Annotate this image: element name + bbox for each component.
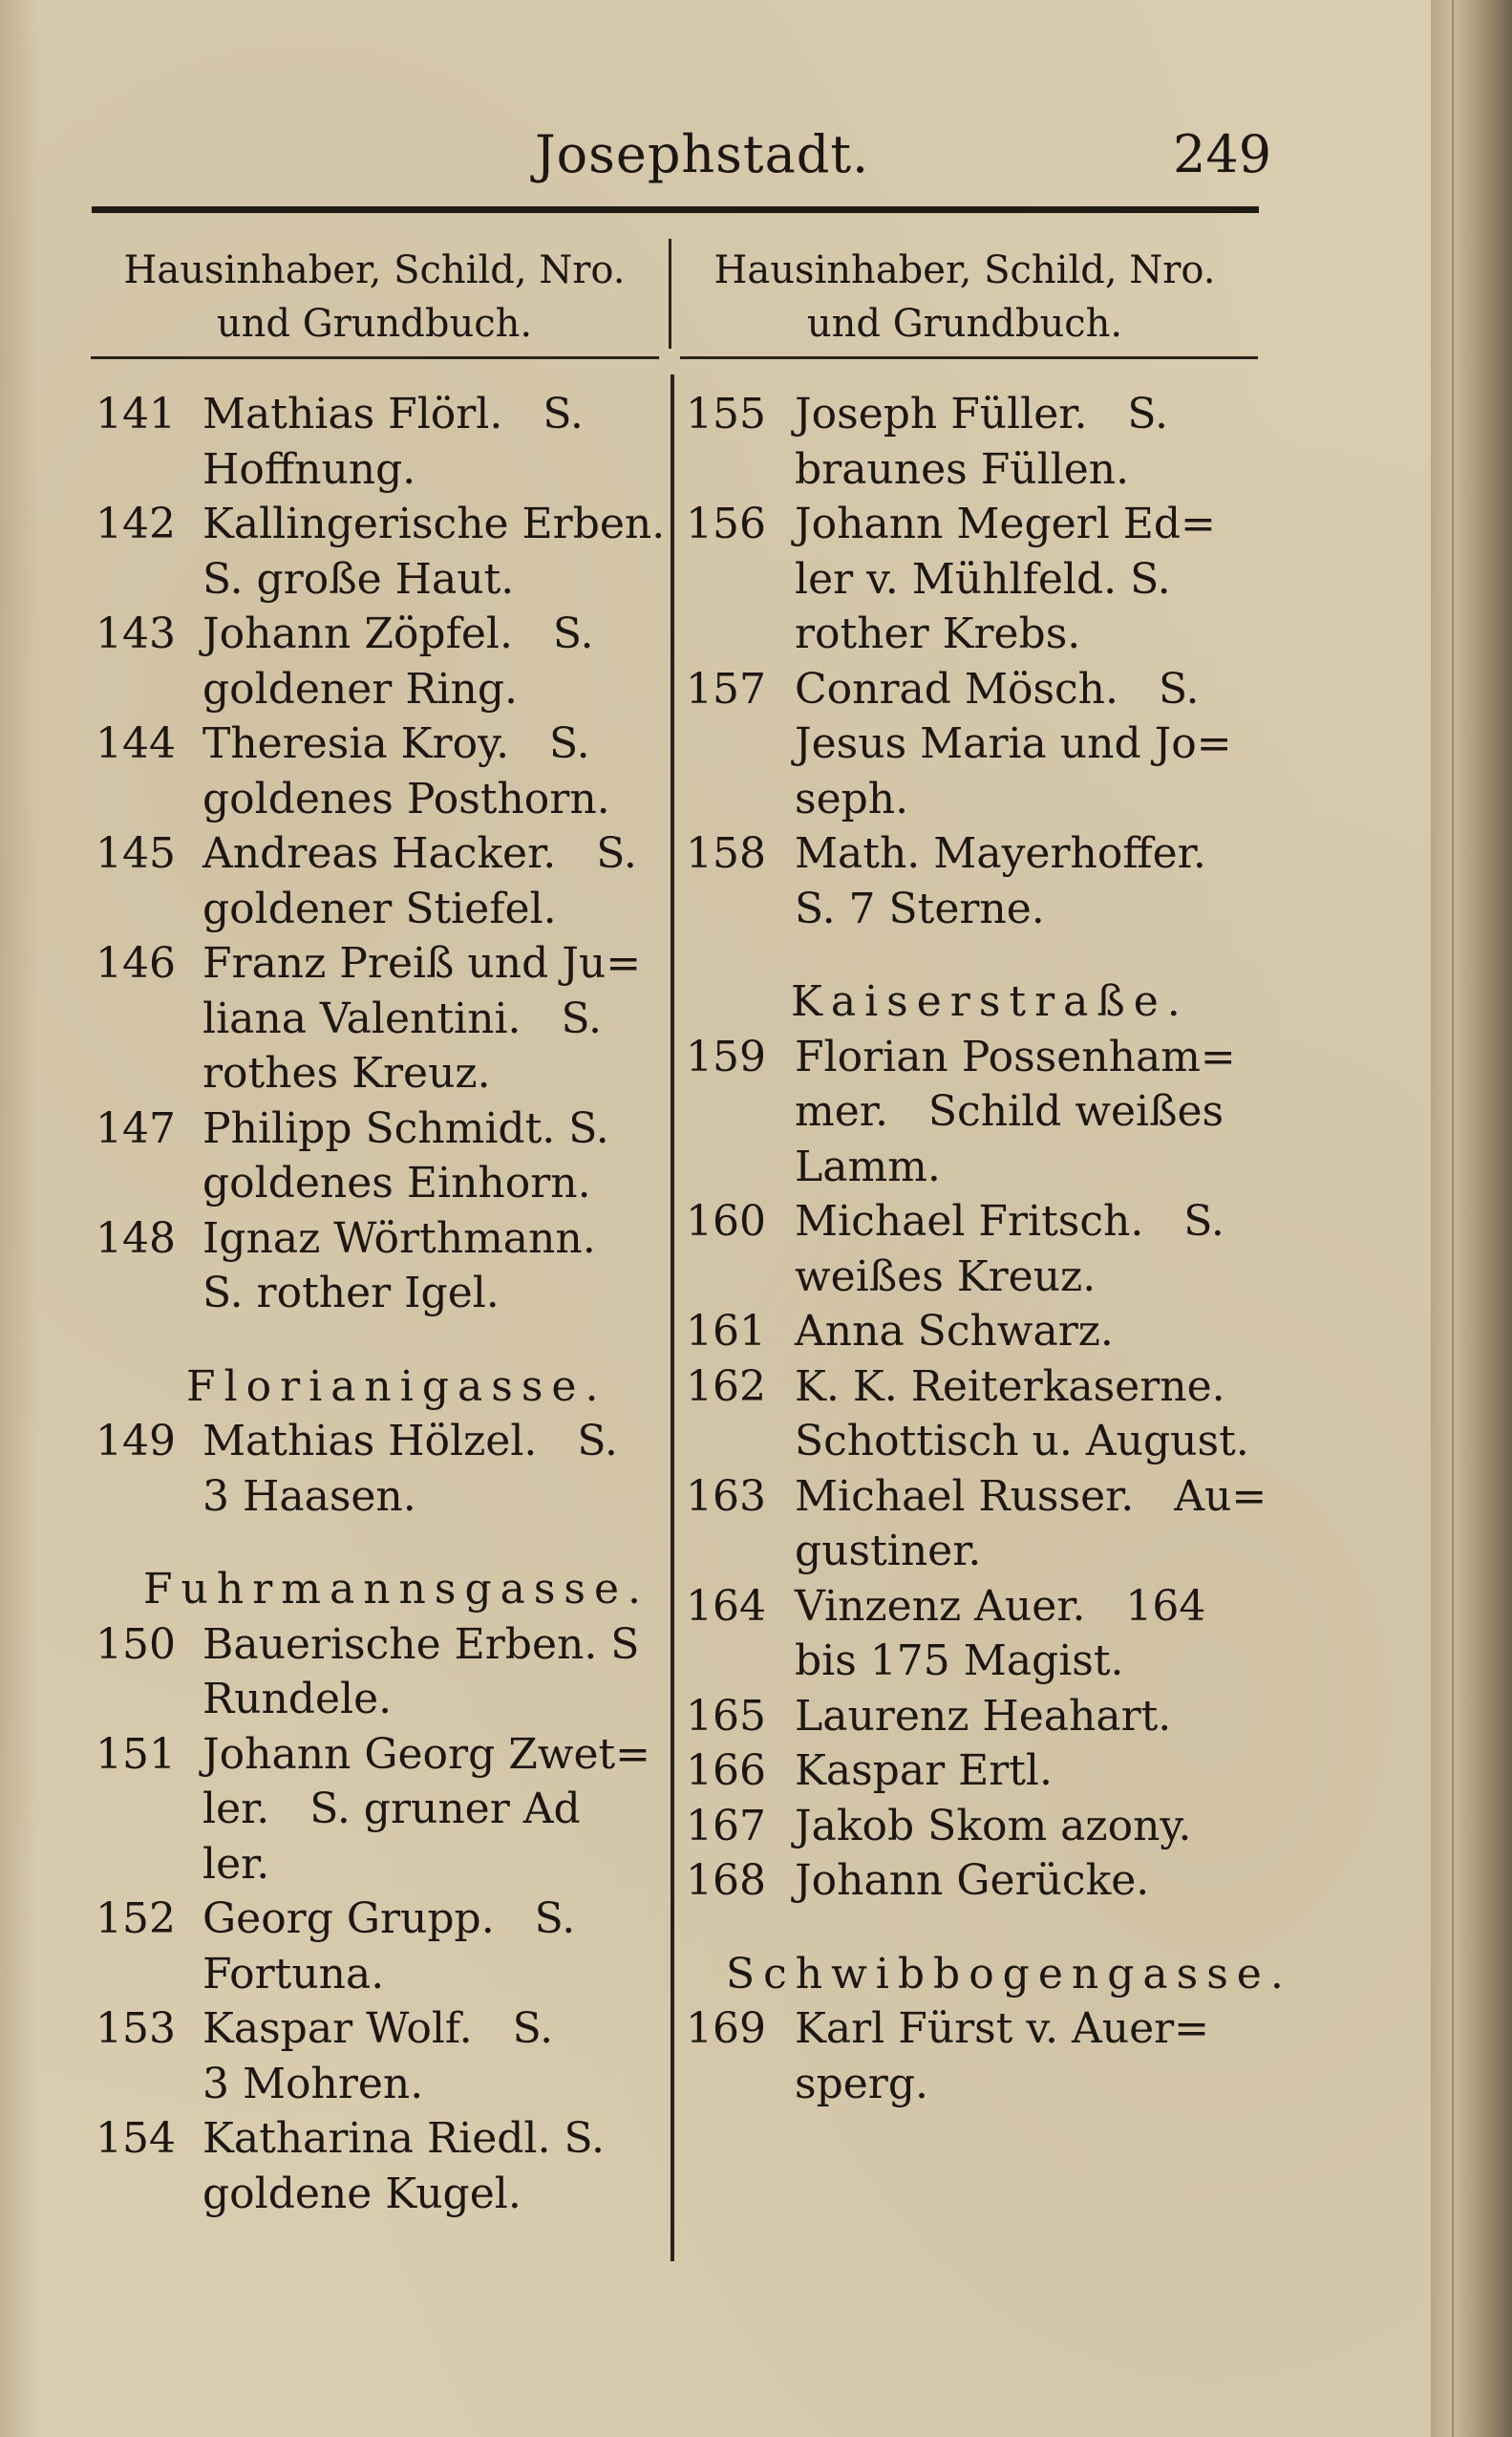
entry-text-line: Math. Mayerhoffer. — [795, 829, 1206, 878]
entry-text-line: Karl Fürst v. Auer= — [795, 2004, 1210, 2053]
entry-text-line: Katharina Riedl. S. — [202, 2114, 606, 2163]
entry-text-line: seph. — [795, 774, 909, 823]
column-heading-right — [669, 244, 1261, 351]
entry-text-line: ler v. Mühlfeld. S. — [795, 554, 1171, 604]
entry-text-line: Vinzenz Auer. 164 — [795, 1581, 1206, 1631]
entry-number: 142 — [96, 500, 176, 548]
page-number: 249 — [1173, 124, 1272, 184]
entry-text-line: Kaspar Ertl. — [795, 1746, 1053, 1795]
column-heading-left-line2: und Grundbuch. — [216, 302, 533, 346]
running-title: Josephstadt. — [535, 124, 870, 184]
entry-number: 165 — [686, 1691, 766, 1741]
entry-text-line: Mathias Flörl. S. — [202, 390, 584, 438]
entry-text-line: mer. Schild weißes — [795, 1087, 1225, 1136]
entry-text-line: Michael Russer. Au= — [795, 1471, 1267, 1521]
entry-text-line: Joseph Füller. S. — [795, 390, 1168, 438]
entry-text-line: Kallingerische Erben. — [202, 500, 666, 548]
entry-text-line: Philipp Schmidt. S. — [202, 1103, 609, 1153]
entry-text-line: Johann Georg Zwet= — [202, 1729, 651, 1779]
entry-text-line: Florian Possenham= — [795, 1032, 1236, 1081]
entry-number: 169 — [686, 2004, 766, 2053]
entry-text-line: Kaspar Wolf. S. — [202, 2004, 554, 2053]
entry-text-line: Jesus Maria und Jo= — [795, 719, 1232, 768]
column-heading-left-line1: Hausinhaber, Schild, Nro. — [123, 248, 626, 292]
entry-text-line: Michael Fritsch. S. — [795, 1197, 1225, 1246]
entry-text-line: rother Krebs. — [795, 609, 1081, 658]
entry-number: 159 — [686, 1032, 766, 1081]
header-rule — [92, 206, 1259, 213]
entry-text-line: Lamm. — [795, 1142, 941, 1191]
entry-text-line: Jakob Skom azony. — [795, 1801, 1192, 1850]
entry-number: 145 — [96, 829, 176, 878]
entry-number: 163 — [686, 1471, 766, 1521]
column-heading-right-line2: und Grundbuch. — [806, 302, 1123, 346]
column-heading-right-line1: Hausinhaber, Schild, Nro. — [713, 248, 1216, 292]
entry-text-line: bis 175 Magist. — [795, 1636, 1124, 1685]
entry-text-line: Johann Zöpfel. S. — [202, 609, 594, 658]
entry-text-line: ler. S. gruner Ad — [202, 1785, 581, 1833]
entry-number: 158 — [686, 829, 766, 878]
entry-number: 143 — [96, 609, 176, 658]
column-rule-left — [91, 356, 659, 359]
entry-text-line: goldenes Einhorn. — [202, 1159, 591, 1208]
entry-text-line: sperg. — [795, 2059, 928, 2108]
entry-text-line: S. rother Igel. — [202, 1269, 500, 1317]
entry-text-line: 3 Mohren. — [202, 2059, 424, 2108]
entry-text-line: Schottisch u. August. — [795, 1417, 1249, 1465]
entry-number: 154 — [96, 2114, 176, 2163]
entry-text-line: Mathias Hölzel. S. — [202, 1417, 618, 1465]
entry-number: 167 — [686, 1801, 766, 1850]
entry-text-line: Rundele. — [202, 1675, 393, 1723]
street-heading: Fuhrmannsgasse. — [143, 1565, 650, 1614]
entry-number: 156 — [686, 500, 766, 548]
entry-number: 150 — [96, 1619, 176, 1669]
entry-text-line: braunes Füllen. — [795, 444, 1130, 494]
entry-number: 147 — [96, 1103, 176, 1153]
entry-text-line: Johann Gerücke. — [795, 1856, 1150, 1905]
entry-number: 141 — [96, 390, 176, 438]
entry-text-line: Laurenz Heahart. — [795, 1691, 1172, 1741]
entry-text-line: 3 Haasen. — [202, 1471, 416, 1521]
entry-text-line: Ignaz Wörthmann. — [202, 1213, 596, 1263]
entry-text-line: goldenes Posthorn. — [202, 774, 610, 823]
entry-number: 155 — [686, 390, 766, 438]
entry-text-line: goldener Ring. — [202, 664, 519, 714]
entry-text-line: gustiner. — [795, 1527, 982, 1575]
entry-text-line: S. 7 Sterne. — [795, 884, 1045, 933]
entry-text-line: Conrad Mösch. S. — [795, 664, 1200, 714]
entry-number: 168 — [686, 1856, 766, 1905]
entry-text-line: liana Valentini. S. — [202, 994, 603, 1043]
entry-number: 164 — [686, 1581, 766, 1631]
entry-text-line: Theresia Kroy. S. — [202, 719, 590, 768]
entry-text-line: Andreas Hacker. S. — [202, 829, 637, 878]
entry-text-line: Anna Schwarz. — [795, 1307, 1114, 1356]
entry-number: 162 — [686, 1361, 766, 1411]
street-heading: Schwibbogengasse. — [726, 1949, 1292, 1999]
entry-text-line: weißes Kreuz. — [795, 1251, 1097, 1301]
entry-text-line: goldener Stiefel. — [202, 884, 557, 933]
entry-text-line: ler. — [202, 1839, 270, 1889]
column-divider — [671, 374, 674, 2261]
street-heading: Kaiserstraße. — [791, 977, 1189, 1026]
entry-number: 148 — [96, 1213, 176, 1263]
entry-text-line: Johann Megerl Ed= — [795, 500, 1216, 548]
entry-text-line: Fortuna. — [202, 1949, 385, 1999]
column-heading-left — [78, 244, 671, 351]
entry-text-line: rothes Kreuz. — [202, 1049, 491, 1098]
entry-text-line: Bauerische Erben. S — [202, 1619, 640, 1669]
entry-text-line: goldene Kugel. — [202, 2169, 522, 2218]
entry-number: 166 — [686, 1746, 766, 1795]
page-edge-stack — [1431, 0, 1512, 2437]
entry-text-line: Franz Preiß und Ju= — [202, 939, 642, 988]
entry-text-line: Hoffnung. — [202, 444, 416, 494]
entry-number: 161 — [686, 1307, 766, 1356]
entry-text-line: K. K. Reiterkaserne. — [795, 1361, 1225, 1411]
entry-number: 152 — [96, 1894, 176, 1943]
entry-number: 144 — [96, 719, 176, 768]
entry-number: 151 — [96, 1729, 176, 1779]
entry-number: 160 — [686, 1197, 766, 1246]
entry-text-line: Georg Grupp. S. — [202, 1894, 576, 1943]
entry-number: 149 — [96, 1417, 176, 1465]
entry-number: 153 — [96, 2004, 176, 2053]
entry-text-line: S. große Haut. — [202, 554, 515, 604]
column-rule-right — [680, 356, 1258, 359]
entry-number: 157 — [686, 664, 766, 714]
entry-number: 146 — [96, 939, 176, 988]
street-heading: Florianigasse. — [186, 1361, 607, 1411]
